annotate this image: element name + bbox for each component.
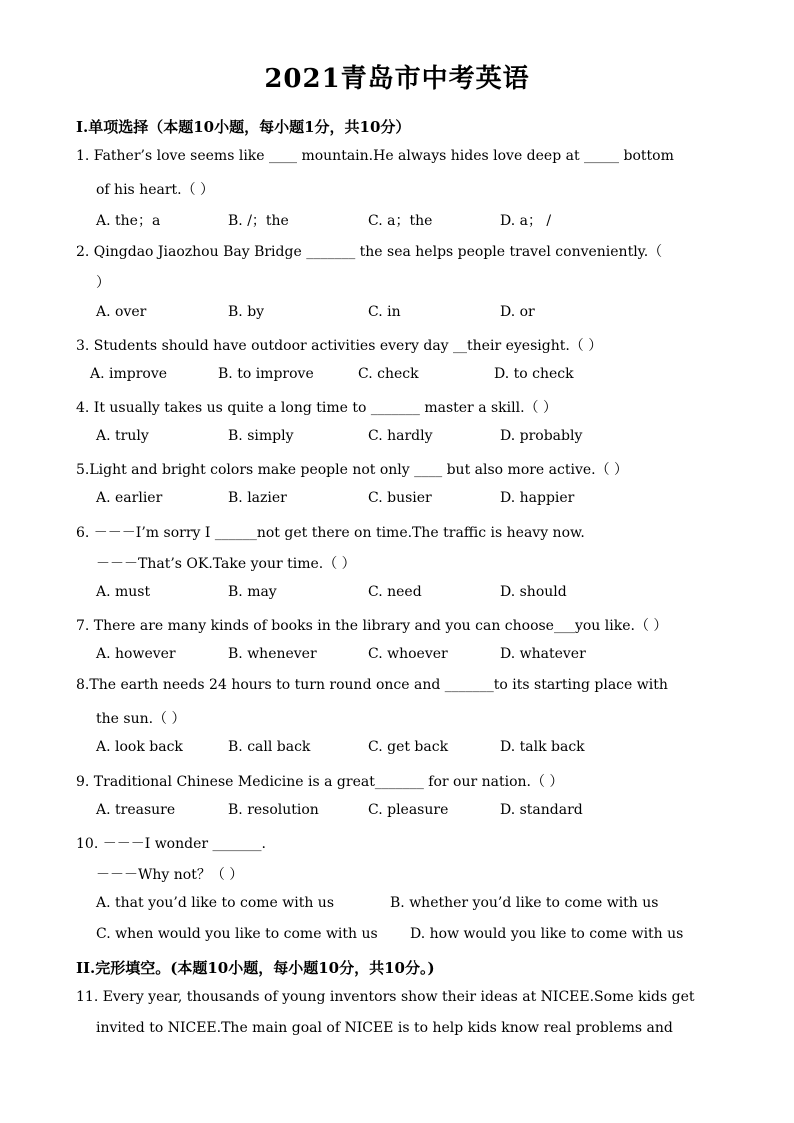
q10-option-c: C. when would you like to come with us (96, 926, 378, 942)
question-8-text-cont: the sun.（ ） (96, 711, 186, 727)
section-heading-cloze: II.完形填空。(本题10小题，每小题10分，共10分。) (76, 959, 435, 977)
q5-option-c: C. busier (368, 490, 432, 506)
question-1-text-cont: of his heart.（ ） (96, 182, 215, 198)
q5-option-d: D. happier (500, 490, 575, 506)
q3-option-b: B. to improve (218, 366, 314, 382)
q7-option-d: D. whatever (500, 646, 586, 662)
q3-option-c: C. check (358, 366, 419, 382)
q6-option-b: B. may (228, 584, 277, 600)
q7-option-a: A. however (96, 646, 176, 662)
question-5-text: 5.Light and bright colors make people not only ____ but also more active.（ ） (76, 462, 629, 478)
q1-option-b: B. /；the (228, 213, 289, 229)
q9-option-d: D. standard (500, 802, 583, 818)
question-6-text: 6. －－－I’m sorry I ______not get there on time.The traffic is heavy now. (76, 525, 585, 541)
q10-option-d: D. how would you like to come with us (410, 926, 684, 942)
question-10-text-cont: －－－Why not？（ ） (96, 867, 244, 883)
q4-option-c: C. hardly (368, 428, 433, 444)
question-1-text: 1. Father’s love seems like ____ mountain.He always hides love deep at _____ bottom (76, 148, 674, 164)
q6-option-c: C. need (368, 584, 422, 600)
q7-option-b: B. whenever (228, 646, 317, 662)
question-2-text-cont: ） (96, 275, 110, 291)
question-11-text: 11. Every year, thousands of young inventors show their ideas at NICEE.Some kids get (76, 989, 695, 1005)
q2-option-c: C. in (368, 304, 401, 320)
q3-option-a: A. improve (90, 366, 168, 382)
section-heading-single-choice: I.单项选择（本题10小题，每小题1分，共10分） (76, 118, 411, 136)
q3-option-d: D. to check (494, 366, 574, 382)
question-10-text: 10. －－－I wonder _______. (76, 836, 266, 852)
page-title: 2021青岛市中考英语 (264, 64, 530, 94)
q5-option-a: A. earlier (96, 490, 163, 506)
q8-option-c: C. get back (368, 739, 449, 755)
q10-option-a: A. that you’d like to come with us (96, 895, 335, 911)
q6-option-d: D. should (500, 584, 567, 600)
q1-option-d: D. a； / (500, 213, 552, 229)
q7-option-c: C. whoever (368, 646, 448, 662)
question-6-text-cont: －－－That’s OK.Take your time.（ ） (96, 556, 356, 572)
q4-option-a: A. truly (96, 428, 149, 444)
question-7-text: 7. There are many kinds of books in the library and you can choose___you like.（ ） (76, 618, 668, 634)
q4-option-b: B. simply (228, 428, 294, 444)
q2-option-d: D. or (500, 304, 535, 320)
question-8-text: 8.The earth needs 24 hours to turn round once and _______to its starting place with (76, 677, 668, 693)
question-9-text: 9. Traditional Chinese Medicine is a great_______ for our nation.（ ） (76, 774, 564, 790)
question-11-text-cont: invited to NICEE.The main goal of NICEE is to help kids know real problems and (96, 1020, 673, 1036)
q9-option-b: B. resolution (228, 802, 319, 818)
q1-option-a: A. the；a (96, 213, 161, 229)
q4-option-d: D. probably (500, 428, 583, 444)
q8-option-b: B. call back (228, 739, 311, 755)
q2-option-a: A. over (96, 304, 147, 320)
question-4-text: 4. It usually takes us quite a long time to _______ master a skill.（ ） (76, 400, 557, 416)
q9-option-a: A. treasure (96, 802, 176, 818)
question-3-text: 3. Students should have outdoor activities every day __their eyesight.（ ） (76, 338, 603, 354)
q6-option-a: A. must (96, 584, 151, 600)
question-2-text: 2. Qingdao Jiaozhou Bay Bridge _______ the sea helps people travel conveniently.（ (76, 244, 663, 260)
q1-option-c: C. a；the (368, 213, 433, 229)
q2-option-b: B. by (228, 304, 265, 320)
q5-option-b: B. lazier (228, 490, 287, 506)
q8-option-d: D. talk back (500, 739, 585, 755)
q10-option-b: B. whether you’d like to come with us (390, 895, 659, 911)
q8-option-a: A. look back (96, 739, 183, 755)
q9-option-c: C. pleasure (368, 802, 449, 818)
